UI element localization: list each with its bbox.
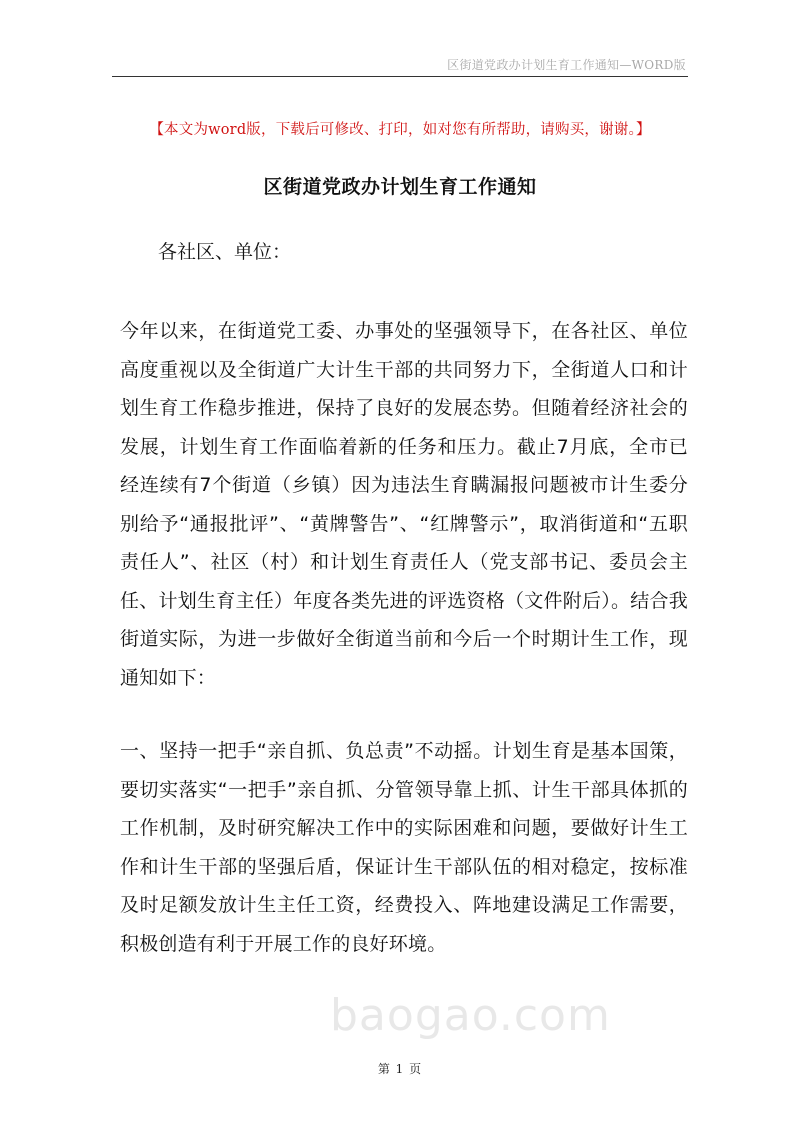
- watermark: baogao.com: [330, 990, 611, 1041]
- page-number: 第 1 页: [377, 1062, 423, 1076]
- salutation: 各社区、单位：: [158, 241, 292, 263]
- running-header: 区街道党政办计划生育工作通知—WORD版: [447, 58, 686, 72]
- paragraph-item-1: 一、坚持一把手“亲自抓、负总责”不动摇。计划生育是基本国策，要切实落实“一把手”亲自抓、分管领导靠上抓、计生干部具体抓的工作机制，及时研究解决工作中的实际困难和问题，要做好计生工作和计生干部的坚强后盾，保证计生干部队伍的相对稳定，按标准及时足额发放计生主任工资，经费投入、阵地建设满足工作需要，积极创造有利于开展工作的良好环境。: [120, 740, 688, 955]
- paragraph-intro: 今年以来，在街道党工委、办事处的坚强领导下，在各社区、单位高度重视以及全街道广大计生干部的共同努力下，全街道人口和计划生育工作稳步推进，保持了良好的发展态势。但随着经济社会的发展，计划生育工作面临着新的任务和压力。截止7月底，全市已经连续有7个街道（乡镇）因为违法生育瞒漏报问题被市计生委分别给予“通报批评”、“黄牌警告”、“红牌警示”，取消街道和“五职责任人”、社区（村）和计划生育责任人（党支部书记、委员会主任、计划生育主任）年度各类先进的评选资格（文件附后）。结合我街道实际，为进一步做好全街道当前和今后一个时期计生工作，现通知如下：: [120, 320, 688, 689]
- header-divider: [112, 76, 688, 77]
- purchase-notice: 【本文为word版，下载后可修改、打印，如对您有所帮助，请购买，谢谢。】: [149, 122, 651, 138]
- document-title: 区街道党政办计划生育工作通知: [263, 176, 537, 198]
